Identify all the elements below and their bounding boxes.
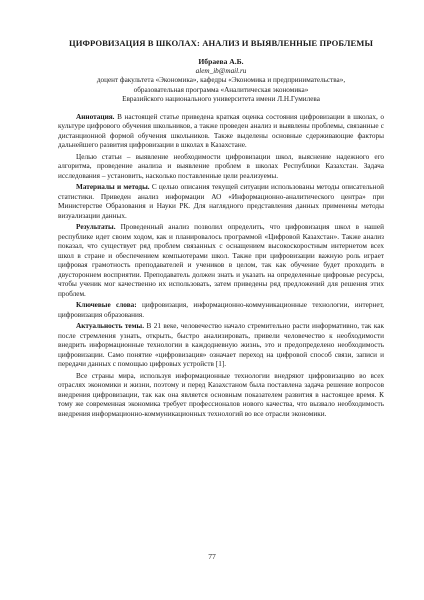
methods-label: Материалы и методы. (76, 183, 150, 191)
relevance-text: В 21 веке, человечество начало стремительно расти информативно, так как после стремления узнать, открыть, быстро анализировать, привели человечество к необходимости внедрить информационные технологии в каждодневную жизнь, это и предопределено необходимость цифровизации. Само понятие «цифровизация» означает переход на цифровой способ связи, записи и передачи данных с помощью цифровых устройств [1]. (58, 322, 384, 368)
goal-text: Целью статьи – выявление необходимости цифровизации школ, выяснение надежного его алгоритма, проведение анализа и выявление проблем в школах Республики Казахстан. Задача исследования – установить, насколько поставленные цели реализуемы. (58, 152, 384, 180)
author-block (58, 57, 384, 105)
abstract-text: В настоящей статье приведена краткая оценка состояния цифровизации в школах, о культуре цифрового обучения школьников, а также проведен анализ и выявлены проблемы, связанные с дистанционной формой обучения школьников. Также выделены основные сдерживающие факторы дальнейшего развития цифровизации в школах в Казахстане. (58, 112, 384, 149)
author-email: alem_ib@mail.ru (195, 66, 247, 75)
relevance-label: Актуальность темы. (76, 322, 145, 330)
goal-paragraph (58, 153, 384, 182)
author-affiliation-line-2: образовательная программа «Аналитическая экономика» (133, 85, 309, 94)
abstract-label: Аннотация. (76, 112, 115, 121)
results-label: Результаты. (76, 223, 116, 231)
results-paragraph (58, 223, 384, 299)
author-affiliation-line-1: доцент факультета «Экономика», кафедры «Экономика и предпринимательства», (96, 76, 346, 84)
keywords-paragraph (58, 301, 384, 320)
methods-text: С целью описания текущей ситуации использованы методы описательной статистики. Приведен анализ информации АО «Информационно-аналитического центра» при Министерстве Образования и Науки РК. Для наглядного представления данных применены методы визуализации данных. (58, 183, 384, 220)
methods-paragraph (58, 183, 384, 221)
paper-title: ЦИФРОВИЗАЦИЯ В ШКОЛАХ: АНАЛИЗ И ВЫЯВЛЕННЫЕ ПРОБЛЕМЫ (68, 38, 374, 48)
author-affiliation-line-3: Евразийского национального университета имени Л.Н.Гумилева (122, 95, 320, 103)
keywords-label: Ключевые слова: (76, 301, 137, 309)
body-text: Все страны мира, используя информационные технологии внедряют цифровизацию во всех отраслях экономики и жизни, поэтому и перед Казахстаном была поставлена задача решение вопросов внедрения цифровизации, так как она является основным показателем развития в настоящее время. К тому же современная экономика требует профессионалов нового качества, что вызвало необходимость внедрения информационно-коммуникационных технологий во все отрасли экономики. (58, 371, 384, 418)
author-name: Ибраева А.Б. (198, 57, 244, 66)
keywords-text: цифровизация, информационно-коммуникационные технологии, интернет, цифровизация образования. (58, 301, 384, 319)
body-paragraph (58, 372, 384, 420)
page-number: 77 (208, 552, 216, 561)
abstract-paragraph (58, 113, 384, 151)
relevance-paragraph (58, 322, 384, 370)
results-text: Проведенный анализ позволил определить, что цифровизация школ в нашей республике идет своим ходом, как и планировалось программой «Цифровой Казахстан». Также анализ показал, что существует ряд проблем связанных с оснащением высокоскоростным интернетом всех школ в стране и обеспечением компьютерами школ. Также при цифровизации важную роль играет цифровая грамотность преподавателей и учеников в целом, так как обучение будет проходить в двустороннем восприятии. Преподаватель должен знать и указать на определенные цифровые ресурсы, чтобы ученик мог качественно их использовать, затем приведены ряд предложений для решения этих проблем. (58, 223, 384, 298)
